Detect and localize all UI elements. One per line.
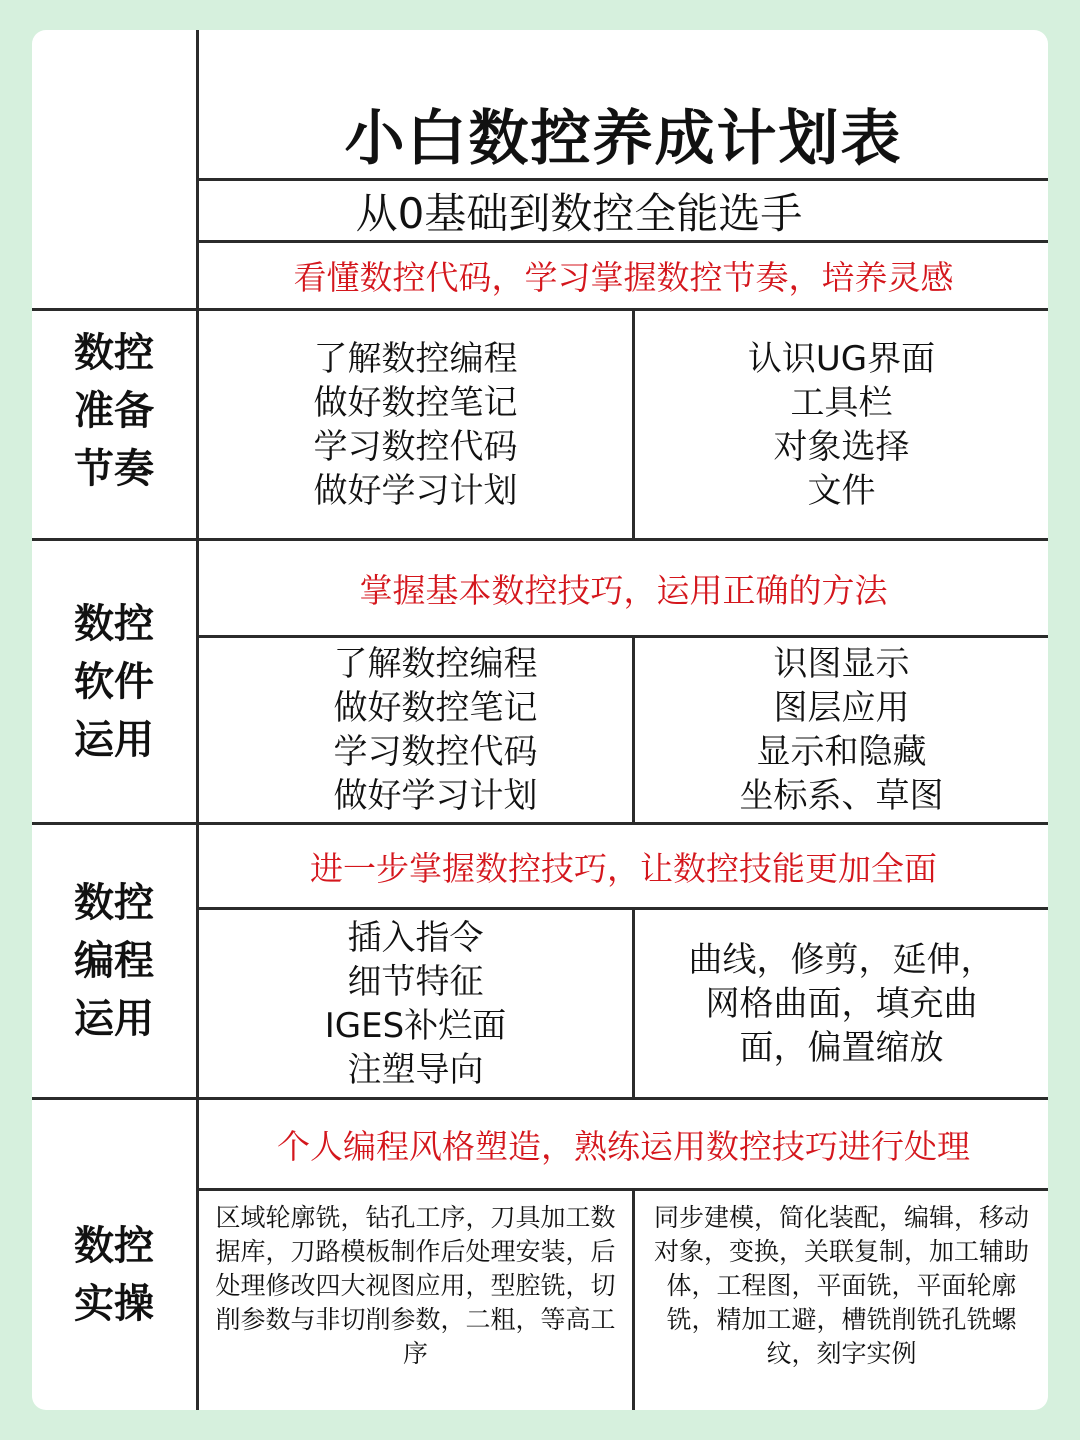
list-item: 做好数控笔记	[333, 688, 538, 728]
section1-right-list	[635, 311, 1048, 538]
list-item: 认识UG界面	[747, 338, 936, 379]
list-item: 图层应用	[773, 688, 910, 728]
list-item: 做好学习计划	[333, 776, 538, 816]
list-item: 识图显示	[773, 644, 910, 684]
section3-goal: 进一步掌握数控技巧，让数控技能更加全面	[310, 848, 937, 888]
section1-left-list	[199, 311, 632, 538]
list-item: 插入指令	[347, 917, 484, 958]
section4-left-text: 区域轮廓铣，钻孔工序，刀具加工数据库，刀路模板制作后处理安装，后处理修改四大视图应用，型腔铣，切削参数与非切削参数，二粗，等高工序	[215, 1203, 616, 1368]
section3-left-list	[199, 910, 632, 1097]
list-item: 了解数控编程	[313, 338, 518, 379]
section4-right-text: 同步建模，简化装配，编辑，移动对象，变换，关联复制，加工辅助体，工程图，平面铣，平面轮廓铣，精加工避，槽铣削铣孔铣螺纹，刻字实例	[653, 1203, 1029, 1368]
list-item: 做好数控笔记	[313, 382, 518, 423]
list-item: 学习数控代码	[313, 426, 518, 467]
list-item: 了解数控编程	[333, 644, 538, 684]
section2-goal: 掌握基本数控技巧，运用正确的方法	[359, 570, 888, 610]
list-item: 显示和隐藏	[756, 732, 927, 772]
section4-goal: 个人编程风格塑造，熟练运用数控技巧进行处理	[277, 1126, 970, 1166]
plan-table-card	[32, 30, 1048, 1410]
section1-label: 数控 准备 节奏	[74, 330, 154, 492]
section2-right-list	[635, 638, 1048, 822]
list-item: 细节特征	[347, 961, 484, 1002]
list-item: 做好学习计划	[313, 470, 518, 511]
list-item: 对象选择	[773, 426, 910, 467]
section4-label: 数控 实操	[74, 1223, 154, 1327]
list-item: IGES补烂面	[324, 1005, 507, 1046]
page-subtitle: 从0基础到数控全能选手	[355, 188, 803, 238]
section2-left-list	[239, 638, 632, 822]
header-goal: 看懂数控代码，学习掌握数控节奏，培养灵感	[293, 258, 954, 297]
list-item: 注塑导向	[347, 1049, 484, 1090]
section3-label: 数控 编程 运用	[74, 880, 154, 1042]
page-title: 小白数控养成计划表	[344, 104, 903, 174]
list-item: 文件	[807, 470, 876, 511]
list-item: 学习数控代码	[333, 732, 538, 772]
list-item: 坐标系、草图	[739, 776, 944, 816]
list-item: 工具栏	[790, 382, 893, 423]
section3-right-text: 曲线，修剪，延伸，网格曲面，填充曲面，偏置缩放	[688, 939, 995, 1068]
section2-label: 数控 软件 运用	[74, 600, 154, 763]
